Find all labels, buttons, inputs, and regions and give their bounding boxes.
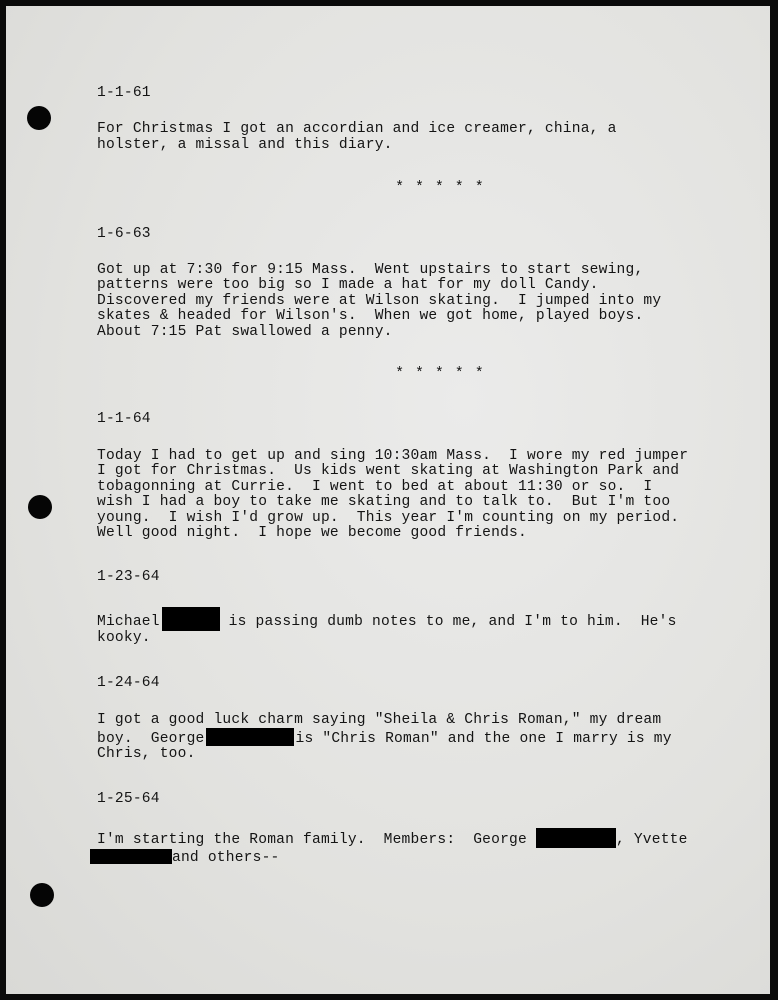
entry-date: 1-6-63 xyxy=(97,225,151,242)
entry-text: is "Chris Roman" and the one I marry is my xyxy=(295,730,672,747)
entry-line: skates & headed for Wilson's. When we got home, played boys. xyxy=(97,308,644,325)
entry-text: and others-- xyxy=(172,849,280,866)
entry-line xyxy=(97,728,737,747)
entry-date: 1-23-64 xyxy=(97,569,160,586)
entry-line: About 7:15 Pat swallowed a penny. xyxy=(97,323,393,340)
entry-line: wish I had a boy to take me skating and to talk to. But I'm too xyxy=(97,494,671,511)
punch-hole-middle xyxy=(28,495,52,519)
entry-line xyxy=(97,607,737,631)
entry-date: 1-1-64 xyxy=(97,411,151,428)
entry-line: tobagonning at Currie. I went to bed at about 11:30 or so. I xyxy=(97,478,653,495)
entry-line: Discovered my friends were at Wilson skating. I jumped into my xyxy=(97,292,662,309)
entry-date: 1-1-61 xyxy=(97,85,151,101)
entry-line: Got up at 7:30 for 9:15 Mass. Went upstairs to start sewing, xyxy=(97,262,644,279)
entry-line: kooky. xyxy=(97,629,151,646)
entry-line: I got for Christmas. Us kids went skating at Washington Park and xyxy=(97,463,680,480)
punch-hole-top xyxy=(27,106,51,130)
entry-line: For Christmas I got an accordian and ice creamer, china, a xyxy=(97,121,617,138)
entry-text: , Yvette xyxy=(615,832,688,849)
entry-text: Michael xyxy=(97,613,160,630)
entry-line xyxy=(97,828,737,848)
section-separator: * * * * * xyxy=(395,180,484,197)
punch-hole-bottom xyxy=(30,883,54,907)
entry-text: is passing dumb notes to me, and I'm to him. He's xyxy=(219,613,677,630)
redaction-bar xyxy=(162,607,220,631)
entry-line: I got a good luck charm saying "Sheila & Chris Roman," my dream xyxy=(97,711,662,728)
entry-text: boy. George xyxy=(97,730,205,747)
entry-line: patterns were too big so I made a hat for my doll Candy. xyxy=(97,277,599,294)
section-separator: * * * * * xyxy=(395,366,484,383)
entry-line xyxy=(97,849,737,866)
entry-date: 1-25-64 xyxy=(97,790,160,807)
entry-line: holster, a missal and this diary. xyxy=(97,136,393,153)
entry-text: I'm starting the Roman family. Members: George xyxy=(97,832,536,849)
redaction-bar xyxy=(206,728,294,746)
diary-transcript xyxy=(97,86,737,866)
document-page xyxy=(6,6,770,994)
entry-line: Chris, too. xyxy=(97,746,196,763)
entry-line: young. I wish I'd grow up. This year I'm counting on my period. xyxy=(97,509,680,526)
entry-date: 1-24-64 xyxy=(97,675,160,692)
redaction-bar xyxy=(536,828,616,848)
redaction-bar xyxy=(90,849,172,864)
entry-line: Today I had to get up and sing 10:30am Mass. I wore my red jumper xyxy=(97,447,689,464)
entry-line: Well good night. I hope we become good friends. xyxy=(97,524,527,541)
